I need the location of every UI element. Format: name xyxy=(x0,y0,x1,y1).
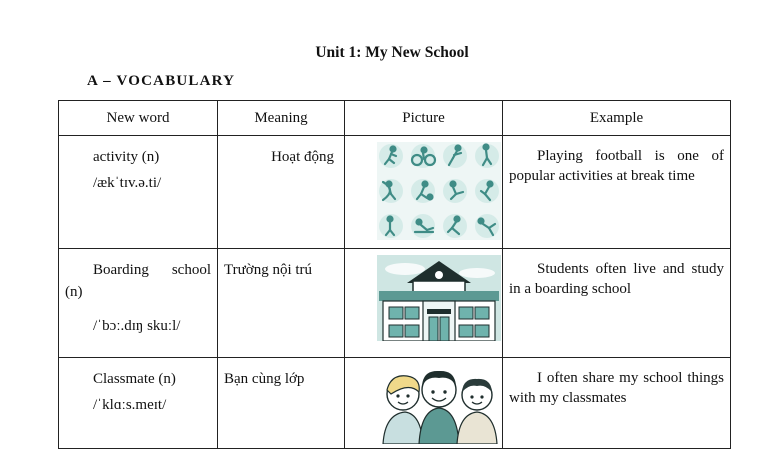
meaning-text: Bạn cùng lớp xyxy=(224,371,305,387)
page-title: Unit 1: My New School xyxy=(315,44,469,61)
word-ipa: /ˈklɑːs.meɪt/ xyxy=(93,397,167,413)
header-picture: Picture xyxy=(345,101,503,136)
picture-cell xyxy=(345,249,503,358)
meaning-cell xyxy=(218,249,345,358)
picture-cell xyxy=(345,358,503,449)
table-row xyxy=(59,136,731,249)
word-ipa: /ækˈtɪv.ə.ti/ xyxy=(93,175,162,191)
example-text: Playing football is one of popular activities at break time xyxy=(509,148,724,184)
word-text: Classmate (n) xyxy=(93,371,176,387)
word-cell xyxy=(59,249,218,358)
example-cell xyxy=(503,249,731,358)
picture-cell xyxy=(345,136,503,249)
word-cell xyxy=(59,358,218,449)
vocabulary-table xyxy=(58,100,731,449)
classmates-icon xyxy=(377,364,501,444)
example-text: Students often live and study in a boarding school xyxy=(509,261,724,297)
word-cell xyxy=(59,136,218,249)
sports-activities-icon xyxy=(377,142,501,240)
header-new-word: New word xyxy=(59,101,218,136)
meaning-cell xyxy=(218,136,345,249)
header-meaning: Meaning xyxy=(218,101,345,136)
school-building-icon xyxy=(377,255,501,341)
section-heading: A – VOCABULARY xyxy=(87,73,236,89)
meaning-text: Hoạt động xyxy=(271,149,334,165)
table-row xyxy=(59,249,731,358)
word-text: Boarding school (n) xyxy=(65,262,211,300)
word-ipa: /ˈbɔː.dɪŋ skuːl/ xyxy=(93,318,181,334)
table-header-row xyxy=(59,101,731,136)
meaning-cell xyxy=(218,358,345,449)
example-cell xyxy=(503,358,731,449)
header-example: Example xyxy=(503,101,731,136)
table-row xyxy=(59,358,731,449)
word-text: activity (n) xyxy=(93,149,160,165)
meaning-text: Trường nội trú xyxy=(224,262,313,278)
example-text: I often share my school things with my classmates xyxy=(509,370,724,406)
example-cell xyxy=(503,136,731,249)
